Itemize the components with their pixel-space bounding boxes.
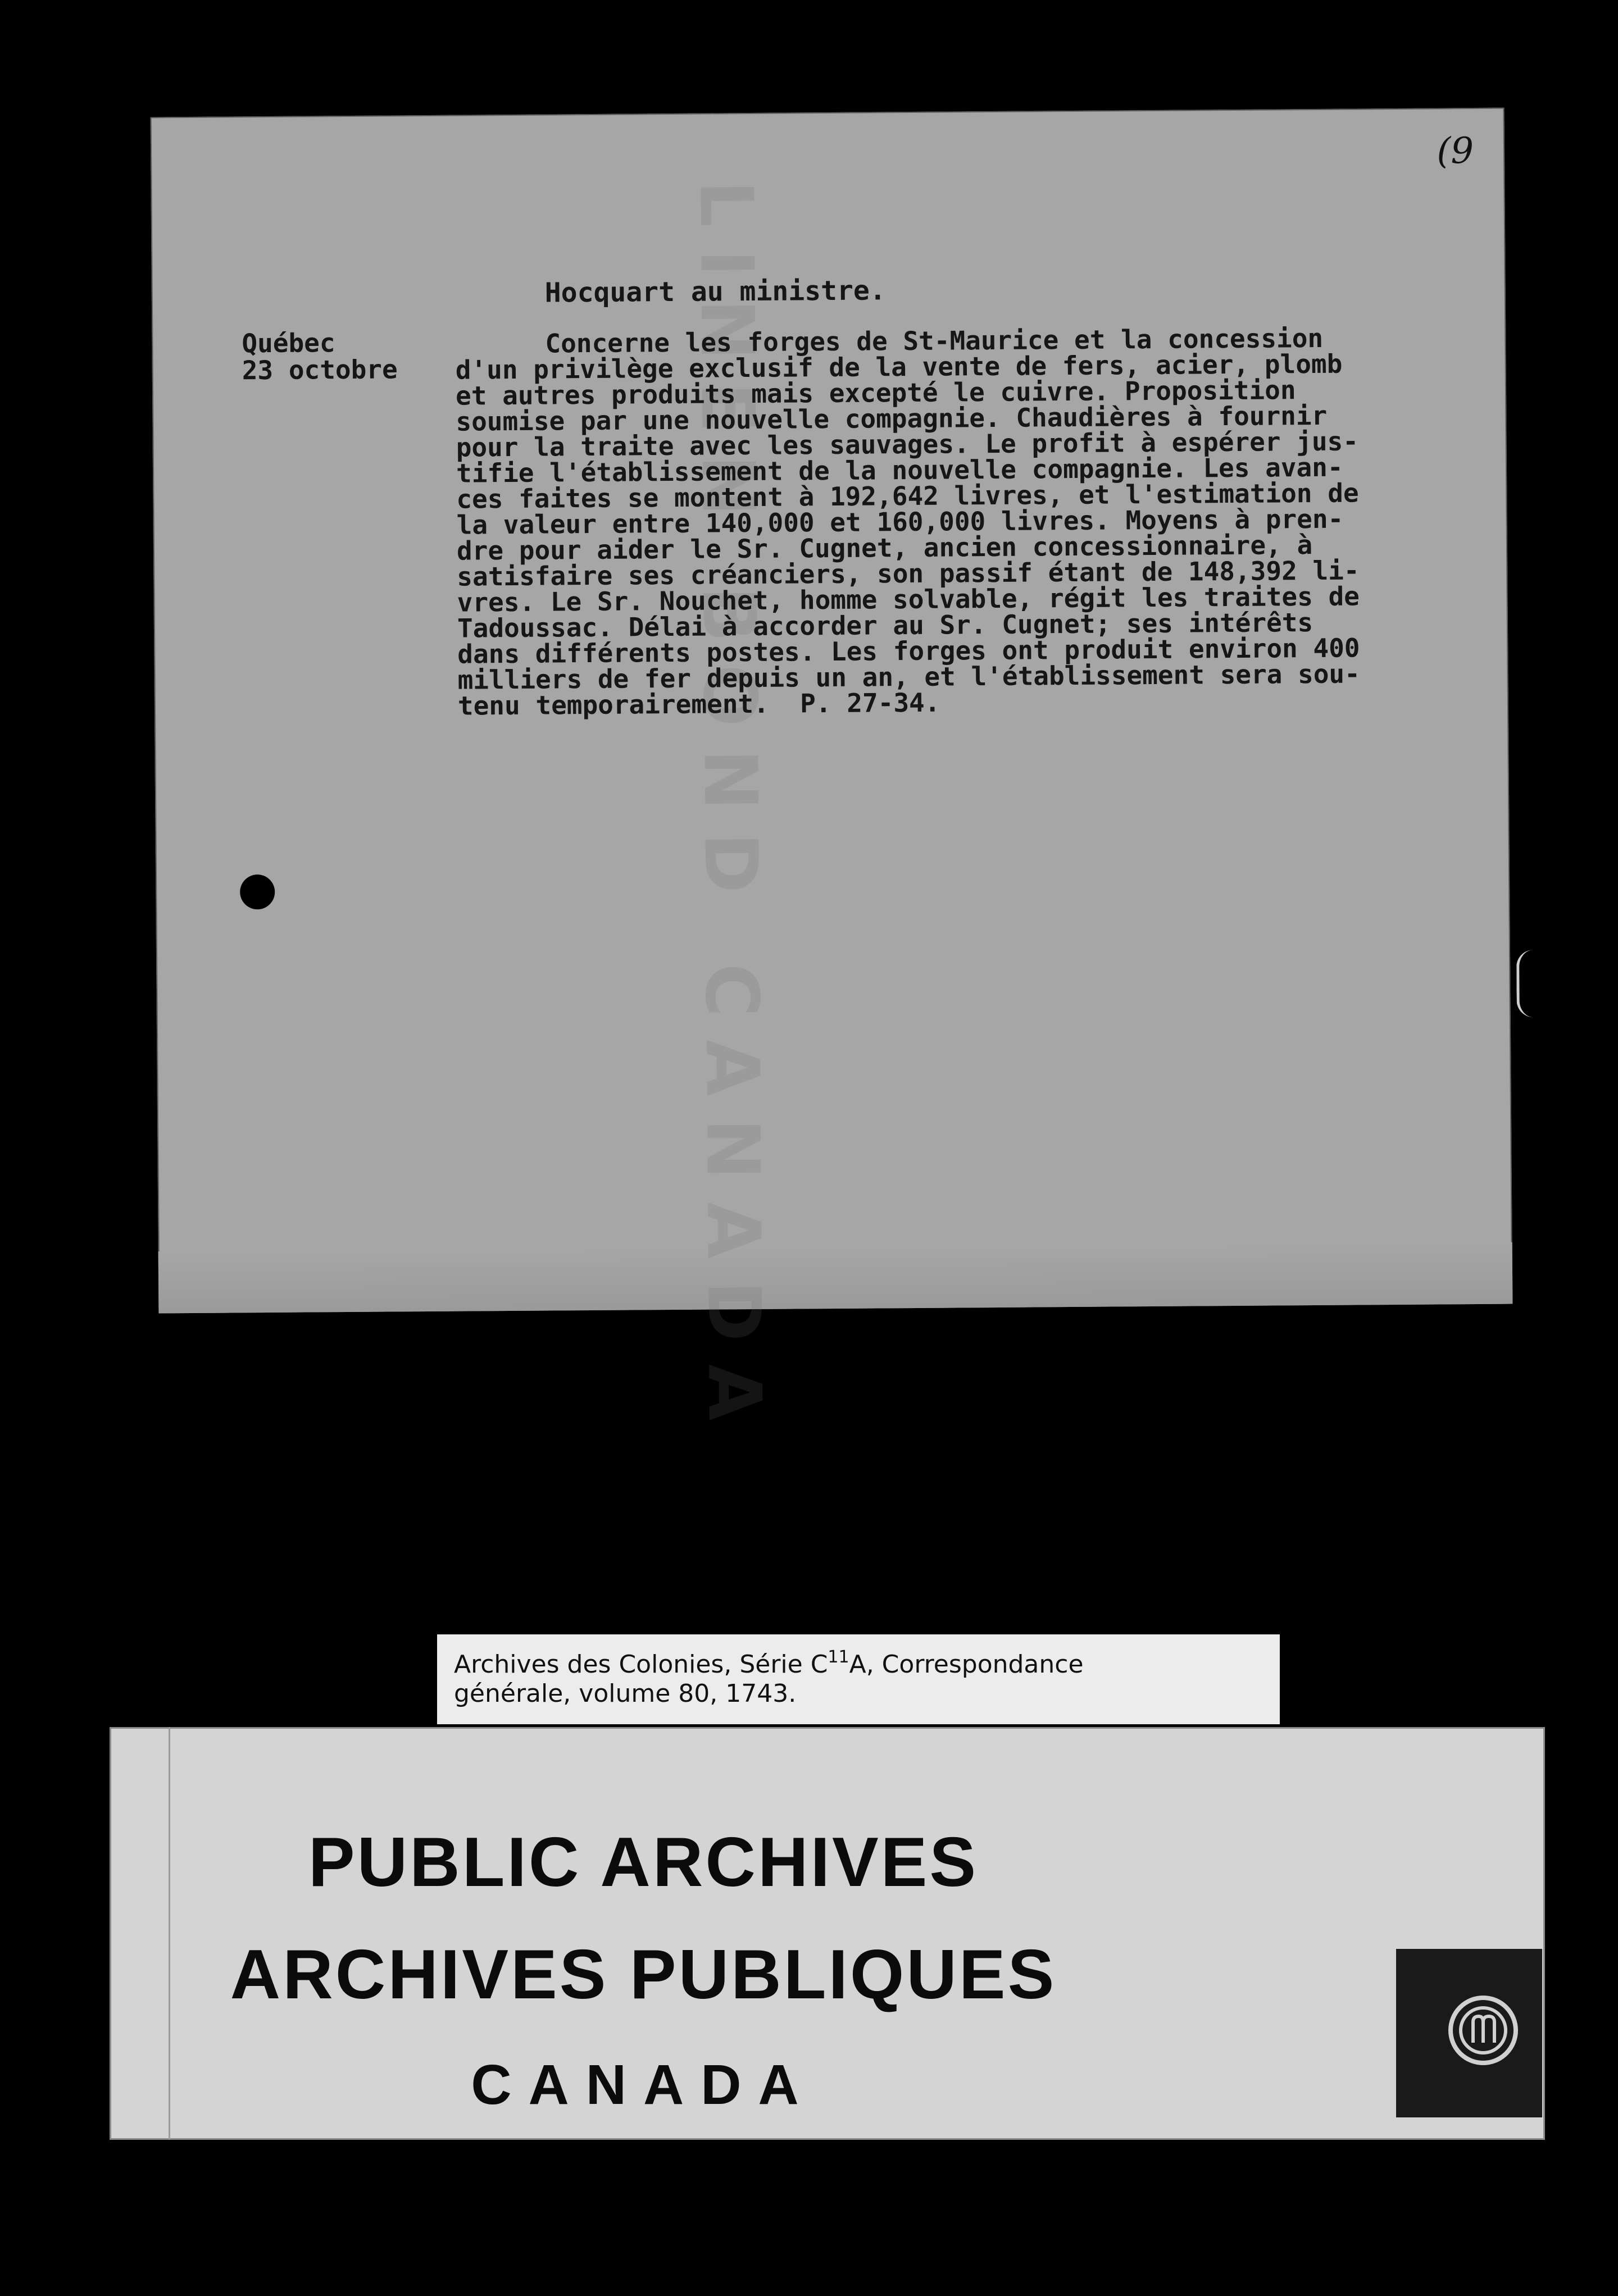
- index-card: [151, 108, 1513, 1444]
- summary-line: dans différents postes. Les forges ont produit environ 400: [457, 632, 1360, 669]
- summary-line: la valeur entre 140,000 et 160,000 livres. Moyens à pren-: [456, 503, 1344, 540]
- source-series-suffix: A, Correspondance: [849, 1650, 1084, 1679]
- punch-hole: [240, 874, 275, 909]
- summary-line: d'un privilège exclusif de la vente de fers, acier, plomb: [455, 348, 1343, 385]
- plate-title-english: PUBLIC ARCHIVES: [308, 1824, 979, 1901]
- place-date: [242, 329, 398, 384]
- plate-country: CANADA: [471, 2053, 816, 2116]
- page-number: (9: [1437, 130, 1474, 172]
- summary-line: et autres produits mais excepté le cuivre. Proposition: [455, 375, 1296, 411]
- watermark-text-2: CANADA: [689, 963, 778, 1444]
- summary-line: soumise par une nouvelle compagnie. Chaudières à fournir: [456, 400, 1328, 437]
- edge-mark: [1516, 950, 1537, 1017]
- summary-line: vres. Le Sr. Nouchet, homme solvable, régit les traites de: [457, 581, 1360, 618]
- source-label: [437, 1634, 1280, 1724]
- summary-line: Concerne les forges de St-Maurice et la concession: [545, 322, 1324, 359]
- source-label-line-1: [454, 1647, 1263, 1679]
- archives-emblem-icon: [1444, 1991, 1522, 2070]
- date: 23 octobre: [242, 354, 398, 386]
- summary-line: pour la traite avec les sauvages. Le profit à espérer jus-: [456, 426, 1359, 463]
- card-bottom-edge: [158, 1242, 1513, 1314]
- summary-line: tifie l'établissement de la nouvelle compagnie. Les avan-: [456, 452, 1343, 489]
- document-title: Hocquart au ministre.: [544, 275, 886, 309]
- summary-line: milliers de fer depuis un an, et l'établissement sera sou-: [457, 658, 1361, 695]
- source-label-line-2: générale, volume 80, 1743.: [454, 1679, 797, 1708]
- summary-line: dre pour aider le Sr. Cugnet, ancien concessionnaire, à: [456, 530, 1313, 566]
- summary-line: satisfaire ses créanciers, son passif étant de 148,392 li-: [457, 555, 1360, 592]
- source-series-superscript: 11: [828, 1647, 849, 1667]
- summary-text: [455, 322, 1361, 721]
- source-series-prefix: Archives des Colonies, Série C: [454, 1650, 828, 1679]
- summary-line: ces faites se montent à 192,642 livres, et l'estimation de: [456, 477, 1359, 514]
- summary-line: Tadoussac. Délai à accorder au Sr. Cugnet; ses intérêts: [457, 607, 1314, 644]
- place: Québec: [242, 327, 335, 359]
- watermark-text-1: LINEN BOND: [683, 180, 774, 916]
- summary-line: tenu temporairement. P. 27-34.: [457, 687, 940, 721]
- archive-plate: [110, 1727, 1545, 2140]
- plate-title-french: ARCHIVES PUBLIQUES: [230, 1936, 1057, 2013]
